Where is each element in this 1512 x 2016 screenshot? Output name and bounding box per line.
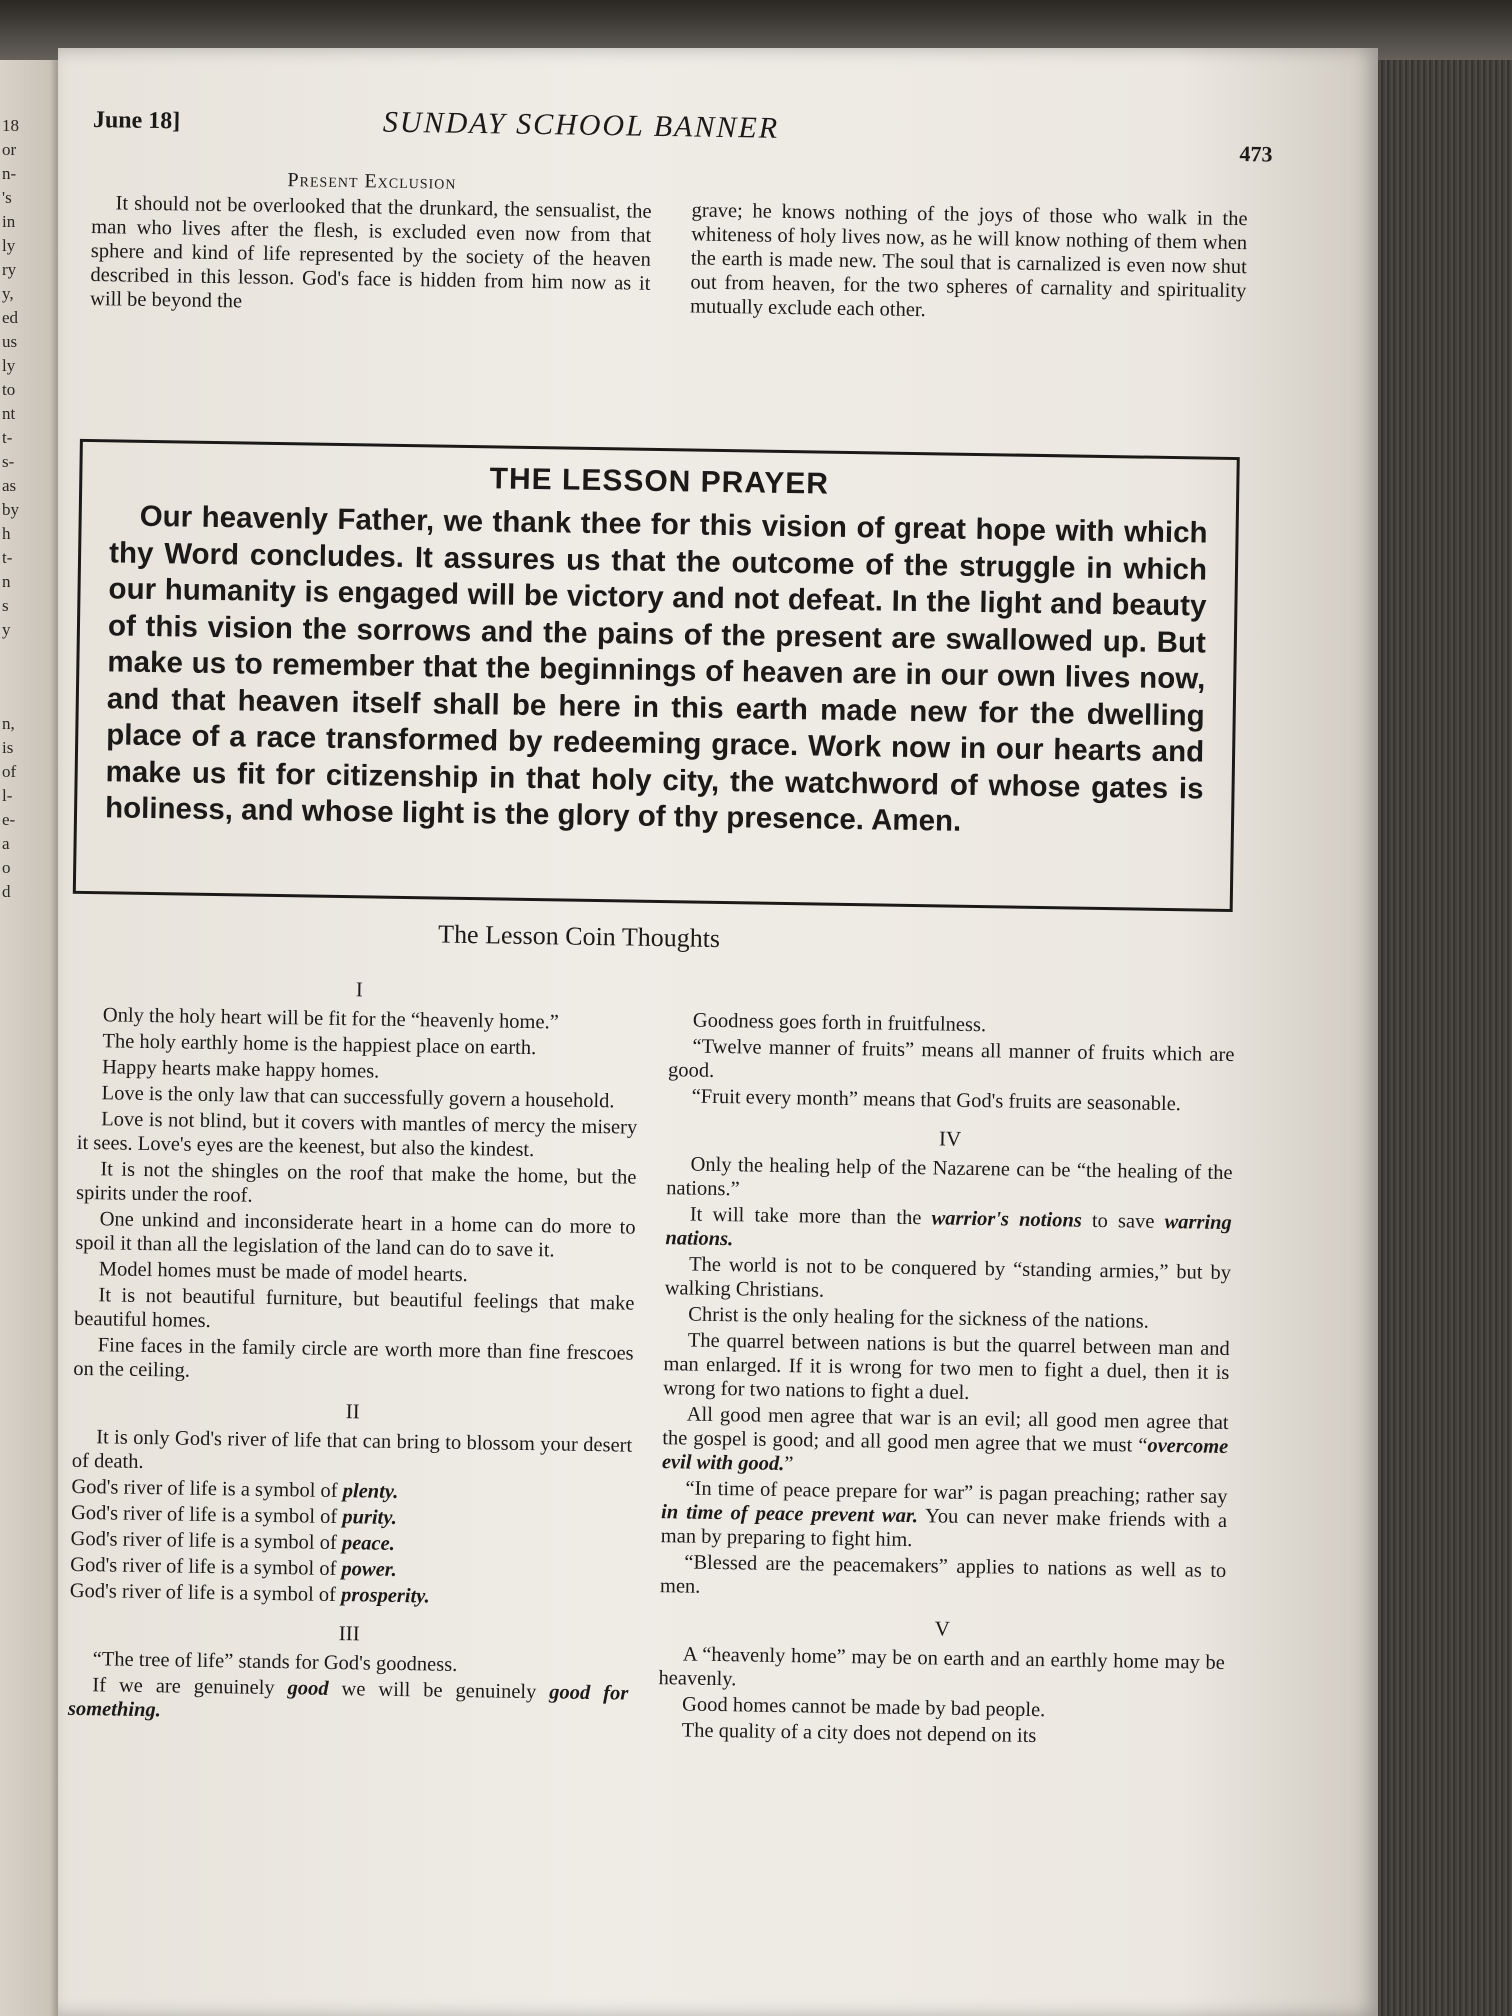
section-numeral-iv: IV [938, 1126, 962, 1151]
river-prefix: God's river of life is a symbol of [71, 1475, 338, 1503]
coin-thoughts-title: The Lesson Coin Thoughts [437, 919, 721, 953]
section-numeral-v: V [934, 1616, 951, 1641]
section-numeral-ii: II [345, 1399, 360, 1424]
river-symbol: plenty. [342, 1480, 399, 1503]
margin-fragment: ry [2, 260, 17, 279]
margin-fragment: e- [2, 810, 16, 829]
thought-iii-2 [68, 1673, 629, 1730]
text-run: You can never make friends with a man by preparing to fight him. [660, 1505, 1228, 1552]
coin-thoughts-left-column [68, 959, 640, 1732]
thought-i-5: Love is not blind, but it covers with mantles of mercy the misery it sees. Love's eyes are the keenest, but also the kindest. [76, 1108, 638, 1162]
thought-i-10: Fine faces in the family circle are worth more than fine frescoes on the ceiling. [73, 1334, 634, 1382]
thought-v-3: The quality of a city does not depend on its [681, 1719, 1037, 1748]
present-exclusion-left [90, 165, 652, 322]
margin-fragment: is [2, 738, 14, 757]
margin-fragment: l- [2, 786, 13, 805]
margin-fragment: a [2, 834, 10, 853]
thought-iv-3: The world is not to be conquered by “standing armies,” but by walking Christians. [664, 1253, 1232, 1302]
margin-fragment: y [2, 620, 11, 639]
margin-fragment: us [2, 332, 18, 351]
thought-i-7: One unkind and inconsiderate heart in a home can do more to spoil it than all the legislation of the land can do to save it. [75, 1208, 636, 1262]
present-exclusion-text-left: It should not be overlooked that the drunkard, the sensualist, the man who lives after the flesh, is excluded even now from that sphere and kind of life represented by the society of the heaven described in this lesson. God's face is hidden from him now as it will be beyond the [89, 192, 652, 313]
book-edge [1372, 60, 1512, 2016]
thought-iii-4: “Twelve manner of fruits” means all manner of fruits which are good. [667, 1035, 1235, 1082]
thought-ii-intro: It is only God's river of life that can bring to blossom your desert of death. [71, 1426, 633, 1473]
coin-thoughts-right-column [657, 1008, 1234, 1753]
thought-i-1: Only the holy heart will be fit for the “heavenly home.” [102, 1004, 559, 1034]
issue-date: June 18] [92, 107, 181, 135]
river-symbol: purity. [342, 1506, 397, 1529]
margin-fragment: s- [2, 452, 15, 471]
text-run: All good men agree that war is an evil; all good men agree that the gospel is good; and all good men agree that we must “ [662, 1403, 1229, 1457]
thought-iii-1: “The tree of life” stands for God's goodness. [92, 1648, 458, 1676]
margin-fragment: 18 [2, 116, 19, 135]
thought-i-4: Love is the only law that can successfully govern a household. [101, 1082, 615, 1113]
river-prefix: God's river of life is a symbol of [70, 1527, 337, 1555]
text-run: “In time of peace prepare for war” is pagan preaching; rather say [685, 1477, 1228, 1509]
thought-v-2: Good homes cannot be made by bad people. [681, 1693, 1046, 1722]
margin-fragment: s [2, 596, 9, 615]
thought-iv-5: The quarrel between nations is but the quarrel between man and man enlarged. If it is wrong for two men to fight a duel, then it is wrong for two nations to fight a duel. [662, 1329, 1230, 1404]
emphasis: good for something. [67, 1681, 629, 1722]
thought-i-6: It is not the shingles on the roof that make the home, but the spirits under the roof. [75, 1158, 637, 1207]
river-prefix: God's river of life is a symbol of [70, 1501, 338, 1529]
margin-fragment: n- [2, 164, 17, 183]
margin-fragment: n [2, 572, 11, 591]
margin-fragment: ed [2, 308, 19, 327]
river-symbol: power. [341, 1558, 397, 1581]
margin-fragment: y, [2, 284, 14, 303]
thought-iv-1: Only the healing help of the Nazarene can be “the healing of the nations.” [666, 1153, 1233, 1201]
lesson-prayer-title: THE LESSON PRAYER [489, 462, 830, 501]
margin-fragment: in [2, 212, 16, 231]
thought-iv-2 [665, 1202, 1232, 1259]
margin-fragment: by [2, 500, 19, 519]
text-run: It will take more than the [689, 1203, 922, 1230]
thought-iii-3: Goodness goes forth in fruitfulness. [692, 1009, 987, 1037]
text-run: to save [1091, 1209, 1155, 1233]
margin-fragment: of [2, 762, 17, 781]
margin-fragment: h [2, 524, 11, 543]
lesson-prayer-box [73, 439, 1240, 912]
text-run: ” [784, 1453, 794, 1476]
emphasis: overcome evil with good. [661, 1434, 1229, 1476]
thought-i-9: It is not beautiful furniture, but beautiful feelings that make beautiful homes. [73, 1284, 635, 1333]
emphasis: in time of peace prevent war. [660, 1501, 919, 1528]
margin-fragment: t- [2, 428, 13, 447]
margin-fragment: 's [2, 188, 12, 207]
thought-iv-4: Christ is the only healing for the sickness of the nations. [688, 1303, 1149, 1333]
margin-fragment: d [2, 882, 11, 901]
lesson-prayer-text: Our heavenly Father, we thank thee for this vision of great hope with which thy Word concludes. It assures us that the outcome of the struggle in which our humanity is engaged will be victory and not defeat. In the light and beauty of this vision the sorrows and the pains of the present are swallowed up. But make us to remember that the beginnings of heaven are in our own lives now, and that heaven itself shall be here in this earth made new for the dwelling place of a race transformed by redeeming grace. Work now in our hearts and make us fit for citizenship in that holy city, the watchword of whose gates is holiness, and whose light is the glory of thy presence. Amen. [104, 499, 1208, 838]
thought-iii-5: “Fruit every month” means that God's fruits are seasonable. [691, 1085, 1182, 1116]
page-number: 473 [1239, 141, 1273, 167]
margin-fragment: ly [2, 236, 16, 255]
thought-iv-8: “Blessed are the peacemakers” applies to nations as well as to men. [659, 1551, 1227, 1598]
river-symbol: peace. [341, 1532, 395, 1555]
river-prefix: God's river of life is a symbol of [69, 1579, 337, 1607]
margin-fragment: as [2, 476, 17, 495]
running-header [92, 101, 1273, 170]
margin-fragment: t- [2, 548, 13, 567]
emphasis: warring nations. [665, 1210, 1232, 1251]
section-numeral-i: I [355, 977, 364, 1002]
margin-fragment: ly [2, 356, 16, 375]
thought-i-8: Model homes must be made of model hearts. [98, 1258, 468, 1287]
page-content [41, 39, 1392, 2016]
thought-v-1: A “heavenly home” may be on earth and an earthly home may be heavenly. [658, 1643, 1226, 1691]
page [58, 48, 1378, 2016]
margin-fragment: o [2, 858, 11, 877]
river-symbol: prosperity. [340, 1584, 430, 1608]
margin-fragment: n, [2, 714, 15, 733]
emphasis: warrior's notions [931, 1207, 1082, 1232]
thought-iv-6 [662, 1402, 1229, 1483]
thought-i-2: The holy earthly home is the happiest place on earth. [102, 1030, 537, 1060]
thought-i-3: Happy hearts make happy homes. [101, 1056, 380, 1083]
text-run: If we are genuinely [92, 1674, 275, 1700]
text-run: we will be genuinely [341, 1678, 537, 1704]
section-numeral-iii: III [338, 1621, 360, 1646]
river-prefix: God's river of life is a symbol of [70, 1553, 337, 1581]
margin-fragment: to [2, 380, 16, 399]
present-exclusion-text-right: grave; he knows nothing of the joys of those who walk in the whiteness of holy lives now, as he will know nothing of them when the earth is made new. The soul that is carnalized is even now shut out from heaven, for the two spheres of carnality and spirituality mutually exclude each other. [689, 199, 1248, 322]
publication-title: SUNDAY SCHOOL BANNER [382, 105, 780, 145]
margin-fragment: nt [2, 404, 16, 423]
margin-fragment: or [2, 140, 17, 159]
present-exclusion-heading: Present Exclusion [287, 169, 457, 194]
thought-iv-7 [661, 1476, 1228, 1557]
present-exclusion-right [690, 198, 1248, 329]
emphasis: good [287, 1677, 329, 1700]
